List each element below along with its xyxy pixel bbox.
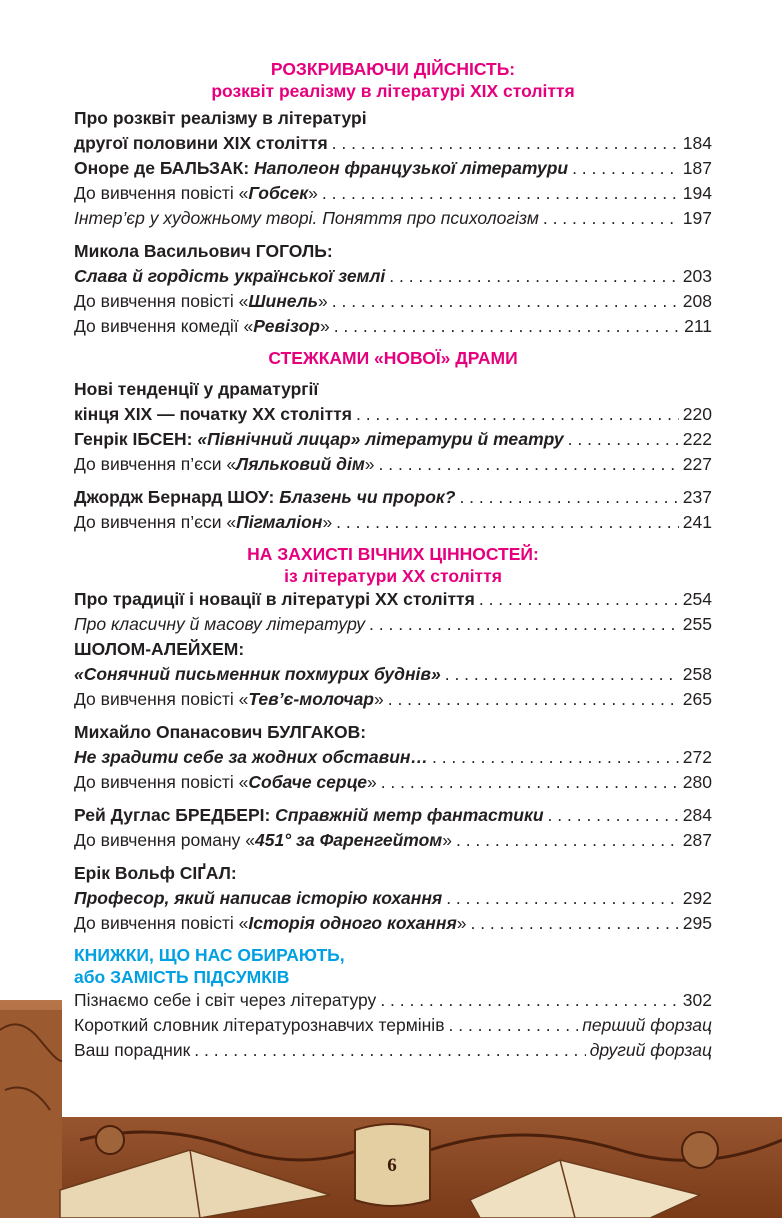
page-ref: перший форзац (582, 1015, 712, 1035)
toc-entry[interactable] (74, 206, 712, 231)
dot-leader (379, 452, 679, 477)
entry-title: Не зрадити себе за жодних обставин… (74, 747, 428, 767)
page-ref: 258 (682, 664, 712, 684)
entry-title: Короткий словник літературознавчих термінів (74, 1015, 445, 1035)
toc-entry[interactable] (74, 314, 712, 339)
toc-entry[interactable] (74, 377, 712, 427)
dot-leader (332, 131, 679, 156)
entry-author: Ерік Вольф СІҐАЛ: (74, 863, 237, 883)
entry-suffix: » (442, 830, 452, 850)
entry-title: Про розквіт реалізму в літературі (74, 108, 367, 128)
entry-prefix: До вивчення комедії « (74, 316, 254, 336)
entry-work: 451° за Фаренгейтом (254, 830, 443, 850)
dot-leader (459, 485, 678, 510)
entry-prefix: До вивчення повісті « (74, 183, 249, 203)
dot-leader (572, 156, 679, 181)
page-ref: 194 (682, 183, 712, 203)
page-ref: 280 (682, 772, 712, 792)
page-ref: 197 (682, 208, 712, 228)
toc-entry[interactable] (74, 687, 712, 712)
section-title: КНИЖКИ, ЩО НАС ОБИРАЮТЬ, (74, 945, 345, 965)
page-ref: другий форзац (589, 1040, 712, 1060)
entry-suffix: » (364, 454, 375, 474)
entry-title: Професор, який написав історію кохання (74, 888, 443, 908)
dot-leader (543, 206, 679, 231)
toc-entry[interactable] (74, 239, 712, 289)
section-subtitle: із літератури ХХ століття (284, 566, 502, 586)
dot-leader (381, 770, 679, 795)
table-of-contents (74, 58, 712, 1063)
page-ref: 292 (682, 888, 712, 908)
page-ref: 222 (682, 429, 712, 449)
entry-author: Джордж Бернард ШОУ: (74, 487, 280, 507)
page-ref: 208 (682, 291, 712, 311)
entry-title: Ваш порадник (74, 1040, 191, 1060)
entry-prefix: До вивчення п’єси « (74, 512, 237, 532)
toc-entry[interactable] (74, 427, 712, 452)
entry-work: Тев’є-молочар (248, 689, 374, 709)
section-title: НА ЗАХИСТІ ВІЧНИХ ЦІННОСТЕЙ: (247, 544, 539, 564)
dot-leader (334, 314, 680, 339)
section-subtitle: ЗАМІСТЬ ПІДСУМКІВ (110, 967, 290, 987)
entry-title: «Сонячний письменник похмурих буднів» (74, 664, 441, 684)
entry-author: Михайло Опанасович БУЛГАКОВ: (74, 722, 367, 742)
toc-entry[interactable] (74, 106, 712, 156)
toc-entry[interactable] (74, 1038, 712, 1063)
entry-suffix: » (456, 913, 467, 933)
page-number (370, 1143, 414, 1191)
entry-prefix: До вивчення повісті « (74, 913, 249, 933)
dot-leader (389, 264, 679, 289)
entry-title: кінця ХІХ — початку ХХ століття (74, 404, 352, 424)
dot-leader (356, 402, 679, 427)
toc-entry[interactable] (74, 156, 712, 181)
section-subtitle: розквіт реалізму в літературі ХІХ століття (211, 81, 575, 101)
dot-leader (332, 289, 679, 314)
entry-prefix: До вивчення роману « (74, 830, 255, 850)
toc-entry[interactable] (74, 612, 712, 637)
dot-leader (548, 803, 679, 828)
toc-entry[interactable] (74, 181, 712, 206)
entry-suffix: » (308, 183, 318, 203)
page-ref: 302 (682, 990, 712, 1010)
dot-leader (446, 886, 679, 911)
page-number-text: 6 (387, 1155, 397, 1176)
page-ref: 211 (684, 316, 712, 336)
section-heading-new-drama (74, 347, 712, 369)
page-ref: 272 (682, 747, 712, 767)
entry-author: ШОЛОМ-АЛЕЙХЕМ: (74, 639, 245, 659)
page-ref: 227 (682, 454, 712, 474)
dot-leader (470, 911, 678, 936)
entry-suffix: » (366, 772, 377, 792)
entry-title: Нові тенденції у драматургії (74, 379, 319, 399)
dot-leader (336, 510, 679, 535)
toc-entry[interactable] (74, 828, 712, 853)
entry-title: Слава й гордість української землі (74, 266, 386, 286)
dot-leader (445, 662, 679, 687)
dot-leader (380, 988, 678, 1013)
page-ref: 295 (682, 913, 712, 933)
toc-entry[interactable] (74, 289, 712, 314)
entry-author: Микола Васильович ГОГОЛЬ: (74, 241, 333, 261)
toc-entry[interactable] (74, 587, 712, 612)
entry-suffix: » (319, 316, 330, 336)
dot-leader (322, 181, 679, 206)
entry-title: Про класичну й масову літературу (74, 614, 366, 634)
section-title: РОЗКРИВАЮЧИ ДІЙСНІСТЬ: (270, 59, 516, 79)
page-ref: 254 (682, 589, 712, 609)
toc-entry[interactable] (74, 803, 712, 828)
entry-work: Собаче серце (248, 772, 367, 792)
entry-work: Пігмаліон (236, 512, 323, 532)
dot-leader (369, 612, 679, 637)
dot-leader (449, 1013, 579, 1038)
page-ref: 287 (682, 830, 712, 850)
page-ref: 220 (682, 404, 712, 424)
page-ref: 265 (682, 689, 712, 709)
toc-entry[interactable] (74, 911, 712, 936)
entry-title: Справжній метр фантастики (275, 805, 544, 825)
toc-entry[interactable] (74, 452, 712, 477)
toc-entry[interactable] (74, 988, 712, 1013)
dot-leader (568, 427, 679, 452)
entry-work: Шинель (248, 291, 319, 311)
page-ref: 203 (682, 266, 712, 286)
page-ref: 241 (682, 512, 712, 532)
dot-leader (479, 587, 679, 612)
section-title: СТЕЖКАМИ «НОВОЇ» ДРАМИ (268, 348, 518, 368)
dot-leader (388, 687, 679, 712)
entry-author: Генрік ІБСЕН: (74, 429, 198, 449)
entry-title: «Північний лицар» літератури й театру (197, 429, 564, 449)
section-heading-books (74, 944, 712, 988)
entry-title: Інтер’єр у художньому творі. Поняття про психологізм (74, 208, 539, 228)
section-heading-realism (74, 58, 712, 102)
toc-entry[interactable] (74, 637, 712, 687)
toc-entry[interactable] (74, 720, 712, 770)
entry-suffix: » (318, 291, 328, 311)
page-ref: 255 (682, 614, 712, 634)
entry-work: Гобсек (248, 183, 309, 203)
page-ref: 237 (682, 487, 712, 507)
entry-prefix: До вивчення повісті « (74, 689, 249, 709)
page-ref: 187 (682, 158, 712, 178)
entry-suffix: » (374, 689, 384, 709)
entry-prefix: До вивчення повісті « (74, 291, 249, 311)
toc-entry[interactable] (74, 510, 712, 535)
entry-author: Рей Дуглас БРЕДБЕРІ: (74, 805, 276, 825)
entry-title: Про традиції і новації в літературі ХХ століття (74, 589, 475, 609)
toc-entry[interactable] (74, 861, 712, 911)
page-ref: 284 (682, 805, 712, 825)
toc-entry[interactable] (74, 770, 712, 795)
entry-author: Оноре де БАЛЬЗАК: (74, 158, 255, 178)
entry-prefix: До вивчення п’єси « (74, 454, 237, 474)
section-heading-eternal-values (74, 543, 712, 587)
toc-entry[interactable] (74, 485, 712, 510)
entry-title: Пізнаємо себе і світ через літературу (74, 990, 377, 1010)
dot-leader (456, 828, 679, 853)
entry-title: Блазень чи пророк? (279, 487, 456, 507)
entry-work: Ревізор (253, 316, 320, 336)
entry-title: Наполеон французької літератури (254, 158, 569, 178)
dot-leader (432, 745, 679, 770)
entry-prefix: До вивчення повісті « (74, 772, 249, 792)
entry-title: другої половини ХІХ століття (74, 133, 328, 153)
entry-work: Ляльковий дім (236, 454, 365, 474)
dot-leader (194, 1038, 585, 1063)
section-subtitle-prefix: або (74, 967, 111, 987)
entry-work: Історія одного кохання (248, 913, 457, 933)
entry-suffix: » (322, 512, 333, 532)
toc-entry[interactable] (74, 1013, 712, 1038)
page-ref: 184 (682, 133, 712, 153)
